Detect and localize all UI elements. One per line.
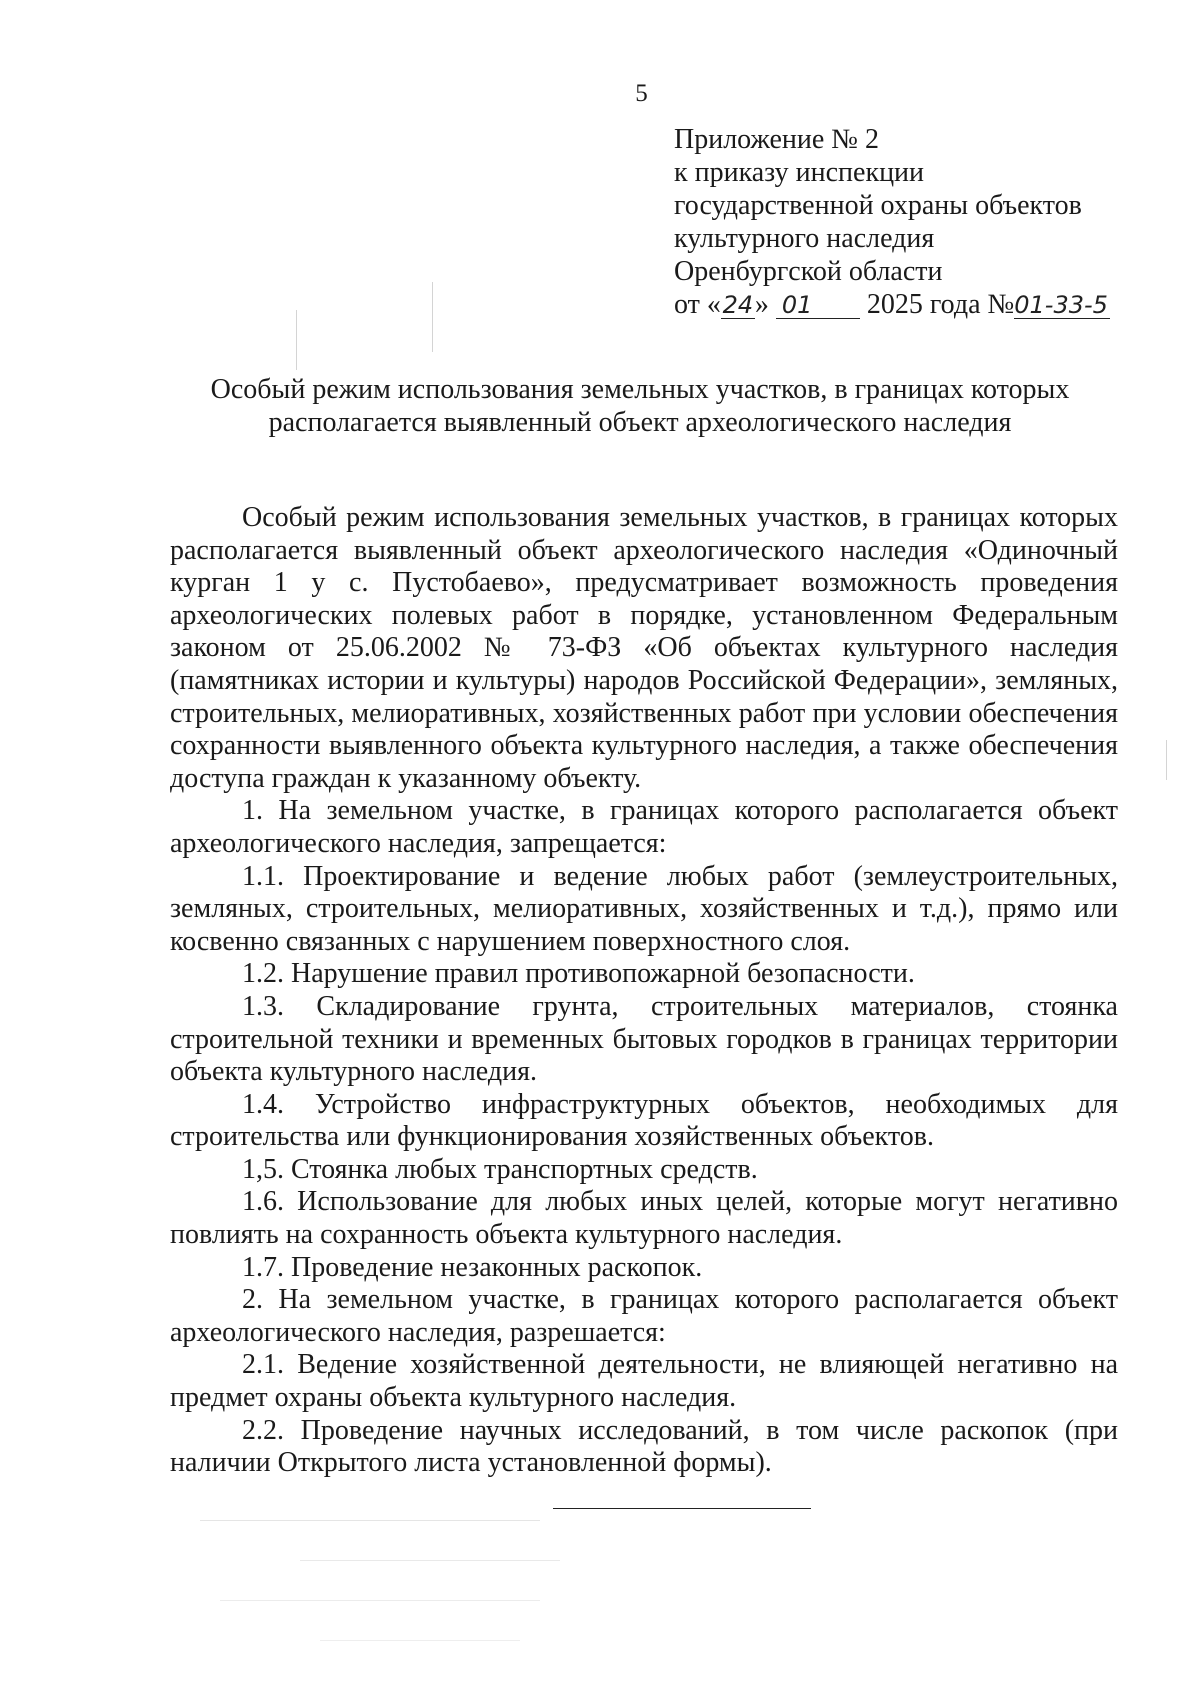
scan-artifact	[1166, 740, 1167, 780]
appendix-date-line	[674, 288, 1110, 321]
clause-1-5: 1,5. Стоянка любых транспортных средств.	[242, 1153, 758, 1185]
clause-1-1: 1.1. Проектирование и ведение любых работ (землеустроительных, земляных, строительных, мелиоративных, хозяйственных и т.д.), прямо или косвенно связанных с нарушением поверхностного слоя.	[170, 860, 1118, 957]
date-mid: »	[754, 289, 776, 320]
appendix-line: государственной охраны объектов	[674, 190, 1082, 221]
clause-1: 1. На земельном участке, в границах которого располагается объект археологического наследия, запрещается:	[170, 795, 1118, 859]
intro-paragraph: Особый режим использования земельных участков, в границах которых располагается выявленный объект археологического наследия «Одиночный курган 1 у с. Пустобаево», предусматривает возможность проведения археологических полевых работ в порядке, установленном Федеральным законом от 25.06.2002 № 73-ФЗ «Об объектах культурного наследия (памятниках истории и культуры) народов Российской Федерации», земляных, строительных, мелиоративных, хозяйственных работ при условии обеспечения сохранности выявленного объекта культурного наследия, а также обеспечения доступа граждан к указанному объекту.	[170, 502, 1118, 794]
appendix-line: Оренбургской области	[674, 256, 943, 287]
order-number: 01-33-5	[1014, 292, 1110, 319]
clause-1-6: 1.6. Использование для любых иных целей, которые могут негативно повлиять на сохранность объекта культурного наследия.	[170, 1186, 1118, 1251]
scan-artifact	[200, 1520, 540, 1521]
document-body	[170, 502, 1118, 1480]
date-month: 01	[776, 292, 860, 319]
title-line: Особый режим использования земельных участков, в границах которых	[210, 374, 1070, 405]
scan-artifact	[300, 1560, 560, 1561]
scan-artifact	[320, 1640, 520, 1641]
scan-artifact	[220, 1600, 540, 1601]
scan-artifact	[296, 310, 297, 370]
page-number: 5	[635, 80, 648, 107]
appendix-line: Приложение № 2	[674, 124, 879, 155]
title-line: располагается выявленный объект археологического наследия	[268, 407, 1012, 438]
clause-1-2: 1.2. Нарушение правил противопожарной безопасности.	[242, 958, 915, 990]
date-prefix: от «	[674, 289, 721, 320]
date-year-text: 2025 года №	[859, 289, 1015, 320]
clause-2-1: 2.1. Ведение хозяйственной деятельности, не влияющей негативно на предмет охраны объекта культурного наследия.	[170, 1349, 1118, 1414]
document-title	[160, 373, 1120, 439]
clause-2-2: 2.2. Проведение научных исследований, в том числе раскопок (при наличии Открытого листа установленной формы).	[170, 1414, 1118, 1479]
appendix-block	[674, 123, 1110, 321]
scan-artifact	[432, 282, 433, 352]
clause-2: 2. На земельном участке, в границах которого располагается объект археологического наследия, разрешается:	[170, 1284, 1118, 1348]
clause-1-4: 1.4. Устройство инфраструктурных объектов, необходимых для строительства или функционирования хозяйственных объектов.	[170, 1088, 1118, 1153]
appendix-line: культурного наследия	[674, 223, 935, 254]
clause-1-3: 1.3. Складирование грунта, строительных материалов, стоянка строительной техники и временных бытовых городков в границах территории объекта культурного наследия.	[170, 990, 1118, 1088]
appendix-line: к приказу инспекции	[674, 157, 925, 188]
end-rule	[553, 1508, 811, 1509]
date-day: 24	[722, 291, 754, 319]
clause-1-7: 1.7. Проведение незаконных раскопок.	[242, 1251, 703, 1283]
